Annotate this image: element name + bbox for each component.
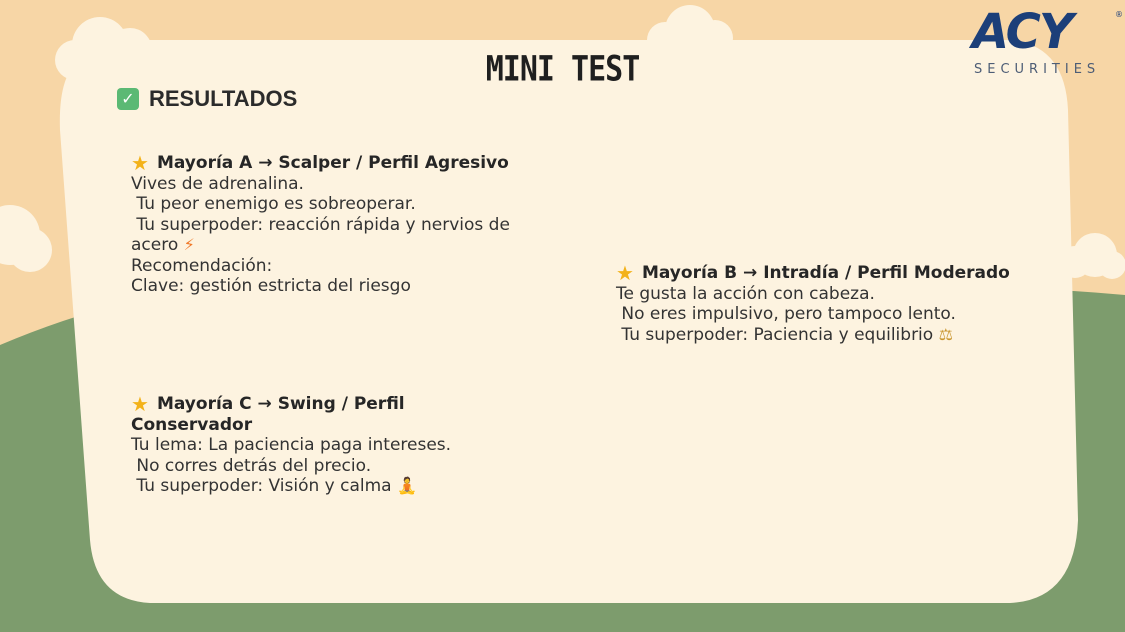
logo-subtitle: SECURITIES	[974, 62, 1101, 77]
result-line-with-emoji	[131, 476, 491, 497]
logo-mark: ACY	[972, 4, 1072, 60]
results-label: RESULTADOS	[149, 86, 298, 111]
result-line: Tu superpoder: reacción rápida y nervios de	[131, 214, 510, 235]
result-block-a	[131, 153, 551, 297]
star-icon: ★	[131, 151, 149, 175]
line-text: Tu superpoder: Paciencia y equilibrio	[616, 324, 934, 345]
check-box-icon: ✓	[117, 88, 139, 110]
result-line: No corres detrás del precio.	[131, 455, 372, 476]
page-title: MINI TEST	[485, 49, 640, 90]
result-heading-c	[131, 394, 491, 415]
result-line: Tu peor enemigo es sobreoperar.	[131, 194, 416, 214]
result-line: Vives de adrenalina.	[131, 173, 304, 194]
result-line: Recomendación:	[131, 255, 273, 276]
star-icon: ★	[131, 392, 149, 416]
line-text: Tu superpoder: Visión y calma	[131, 476, 392, 496]
meditation-icon: 🧘	[397, 476, 417, 495]
result-heading-a	[131, 153, 551, 174]
result-block-c	[131, 394, 491, 497]
result-line-with-emoji	[131, 235, 551, 256]
result-line: No eres impulsivo, pero tampoco lento.	[616, 304, 956, 324]
heading-text-continued: Conservador	[131, 414, 253, 435]
lightning-icon: ⚡	[183, 235, 195, 254]
result-line: Clave: gestión estricta del riesgo	[131, 276, 411, 296]
line-text: acero	[131, 235, 179, 255]
scales-icon: ⚖	[938, 324, 953, 344]
results-heading	[117, 86, 297, 112]
heading-text: Mayoría C → Swing / Perfil	[156, 394, 405, 414]
heading-text: Mayoría B → Intradía / Perfil Moderado	[641, 263, 1010, 283]
result-line: Te gusta la acción con cabeza.	[616, 283, 875, 304]
star-icon: ★	[616, 261, 634, 285]
result-line-with-emoji	[616, 325, 1046, 346]
registered-mark: ®	[1115, 10, 1123, 19]
heading-text: Mayoría A → Scalper / Perfil Agresivo	[156, 153, 509, 173]
result-block-b	[616, 263, 1046, 345]
result-heading-b	[616, 263, 1046, 284]
result-line: Tu lema: La paciencia paga intereses.	[131, 435, 452, 455]
